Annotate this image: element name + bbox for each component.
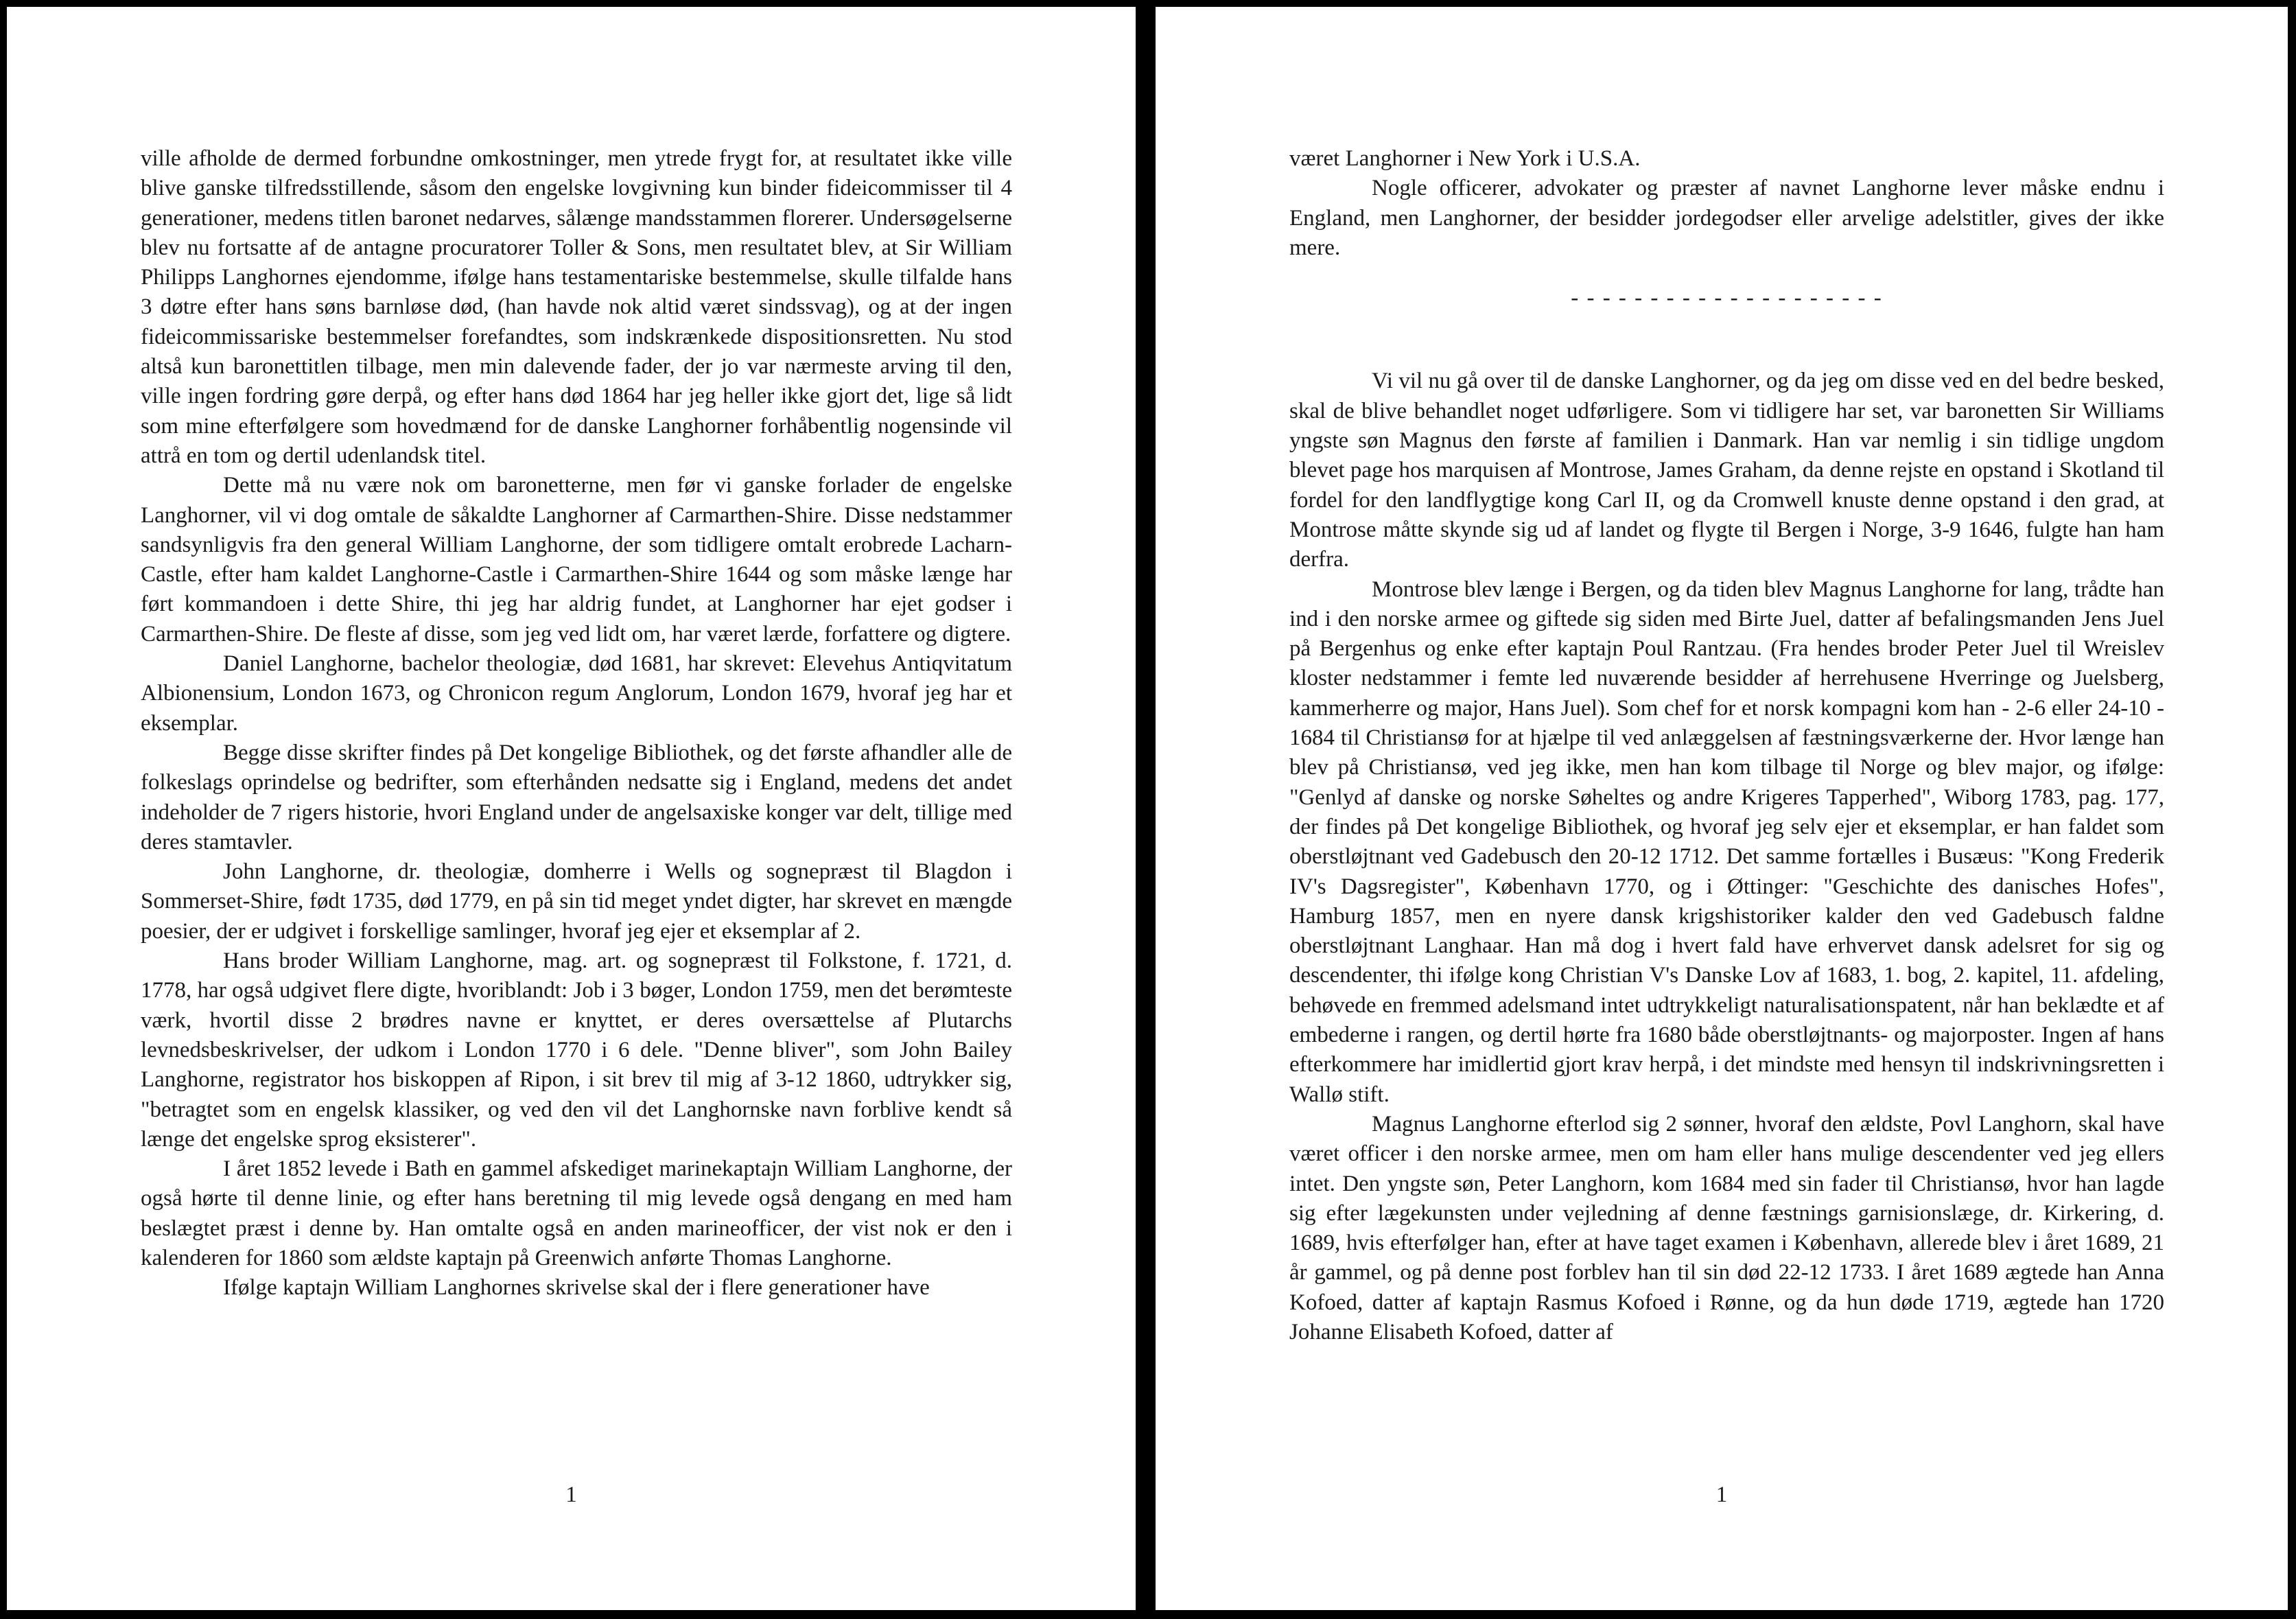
- right-page-body: [1289, 144, 2164, 1347]
- right-page: [1156, 7, 2288, 1610]
- paragraph: Nogle officerer, advokater og præster af navnet Langhorne lever måske endnu i England, men Langhorner, der besidder jordegodser eller arvelige adelstitler, gives der ikke mere.: [1289, 176, 2164, 260]
- section-separator: - - - - - - - - - - - - - - - - - - - -: [1571, 286, 1883, 311]
- paragraph: Vi vil nu gå over til de danske Langhorner, og da jeg om disse ved en del bedre besked, skal de blive behandlet noget udførligere. Som vi tidligere har set, var baronetten Sir Williams yngste søn Magnus den første af familien i Danmark. Han var nemlig i sin tidlige ungdom blevet page hos marquisen af Montrose, James Graham, da denne rejste en opstand i Skotland til fordel for den landflygtige kong Carl II, og da Cromwell knuste denne opstand i den grad, at Montrose måtte skynde sig ud af landet og flygte til Bergen i Norge, 3-9 1646, fulgte han ham derfra.: [1289, 369, 2164, 572]
- paragraph: Begge disse skrifter findes på Det kongelige Bibliothek, og det første afhandler alle de folkeslags oprindelse og bedrifter, som efterhånden nedsatte sig i England, medens det andet indeholder de 7 rigers historie, hvori England under de angelsaxiske konger var delt, tillige med deres stamtavler.: [141, 740, 1012, 854]
- paragraph: Magnus Langhorne efterlod sig 2 sønner, hvoraf den ældste, Povl Langhorn, skal have været officer i den norske armee, men om ham eller hans mulige descendenter ved jeg ellers intet. Den yngste søn, Peter Langhorn, kom 1684 med sin fader til Christiansø, hvor han lagde sig efter lægekunsten under vejledning af denne fæstnings garnisionslæge, dr. Kirkering, d. 1689, hvis efterfølger han, efter at have taget examen i København, allerede blev i året 1689, 21 år gammel, og på denne post forblev han til sin død 22-12 1733. I året 1689 ægtede han Anna Kofoed, datter af kaptajn Rasmus Kofoed i Rønne, og da hun døde 1719, ægtede han 1720 Johanne Elisabeth Kofoed, datter af: [1289, 1111, 2164, 1344]
- paragraph: ville afholde de dermed forbundne omkostninger, men ytrede frygt for, at resultatet ikke ville blive ganske tilfredsstillende, såsom den engelske lovgivning kun binder fideicommisser til 4 generationer, medens titlen baronet nedarves, sålænge mandsstammen florerer. Undersøgelserne blev nu fortsatte af de antagne procuratorer Toller & Sons, men resultatet blev, at Sir William Philipps Langhornes ejendomme, ifølge hans testamentariske bestemmelse, skulle tilfalde hans 3 døtre efter hans søns barnløse død, (han havde nok altid været sindssvag), og at der ingen fideicommissariske bestemmelser forefandtes, som indskrænkede dispositionsretten. Nu stod altså kun baronettitlen tilbage, men min dalevende fader, der jo var nærmeste arving til den, ville ingen fordring gøre derpå, og efter hans død 1864 har jeg heller ikke gjort det, lige så lidt som mine efterfølgere som hovedmænd for de danske Langhorner forhåbentlig nogensinde vil attrå en tom og dertil udenlandsk titel.: [141, 146, 1012, 468]
- paragraph: I året 1852 levede i Bath en gammel afskediget marinekaptajn William Langhorne, der også hørte til denne linie, og efter hans beretning til mig levede også dengang en med ham beslægtet præst i denne by. Han omtalte også en anden marineofficer, der vist nok er den i kalenderen for 1860 som ældste kaptajn på Greenwich anførte Thomas Langhorne.: [141, 1156, 1012, 1270]
- paragraph: Dette må nu være nok om baronetterne, men før vi ganske forlader de engelske Langhorner, vil vi dog omtale de såkaldte Langhorner af Carmarthen-Shire. Disse nedstammer sandsynligvis fra den general William Langhorne, der som tidligere omtalt erobrede Lacharn-Castle, efter ham kaldet Langhorne-Castle i Carmarthen-Shire 1644 og som måske længe har ført kommandoen i dette Shire, thi jeg har aldrig fundet, at Langhorner har ejet godser i Carmarthen-Shire. De fleste af disse, som jeg ved lidt om, har været lærde, forfattere og digtere.: [141, 473, 1012, 647]
- left-page-body: [141, 144, 1012, 1303]
- paragraph: Daniel Langhorne, bachelor theologiæ, død 1681, har skrevet: Elevehus Antiqvitatum Albionensium, London 1673, og Chronicon regum Anglorum, London 1679, hvoraf jeg har et eksemplar.: [141, 651, 1012, 736]
- paragraph: Ifølge kaptajn William Langhornes skrivelse skal der i flere generationer have: [223, 1275, 930, 1301]
- page-number: 1: [565, 1482, 577, 1507]
- left-page: [7, 7, 1136, 1610]
- paragraph: Montrose blev længe i Bergen, og da tiden blev Magnus Langhorne for lang, trådte han ind i den norske armee og giftede sig siden med Birte Juel, datter af befalingsmanden Jens Juel på Bergenhus og enke efter kaptajn Poul Rantzau. (Fra hendes broder Peter Juel til Wreislev kloster nedstammer i femte led nuværende besidder af herrehusene Hverringe og Juelsberg, kammerherre og major, Hans Juel). Som chef for et norsk kompagni kom han - 2-6 eller 24-10 - 1684 til Christiansø for at hjælpe til ved anlæggelsen af fæstningsværkerne der. Hvor længe han blev på Christiansø, ved jeg ikke, men han kom tilbage til Norge og blev major, og ifølge: "Genlyd af danske og norske Søheltes og andre Krigeres Tapperhed", Wiborg 1783, pag. 177, der findes på Det kongelige Bibliothek, og hvoraf jeg selv ejer et eksemplar, er han faldet som oberstløjtnant ved Gadebusch den 20-12 1712. Det samme fortælles i Busæus: "Kong Frederik IV's Dagsregister", København 1770, og i Øttinger: "Geschichte des danisches Hofes", Hamburg 1857, men en nyere dansk krigshistoriker kalder den ved Gadebusch faldne oberstløjtnant Langhaar. Han må dog i hvert fald have erhvervet dansk adelsret for sig og descendenter, thi ifølge kong Christian V's Danske Lov af 1683, 1. bog, 2. kapitel, 11. afdeling, behøvede en fremmed adelsmand intet udtrykkeligt naturalisationspatent, når han beklædte et af embederne i rangen, og dertil hørte fra 1680 både oberstløjtnants- og majorposter. Ingen af hans efterkommere har imidlertid gjort krav herpå, i det mindste med hensyn til indskrivningsretten i Wallø stift.: [1289, 576, 2164, 1107]
- paragraph: Hans broder William Langhorne, mag. art. og sognepræst til Folkstone, f. 1721, d. 1778, har også udgivet flere digte, hvoriblandt: Job i 3 bøger, London 1759, men det berømteste værk, hvortil disse 2 brødres navne er knyttet, er deres oversættelse af Plutarchs levnedsbeskrivelser, der udkom i London 1770 i 6 dele. "Denne bliver", som John Bailey Langhorne, registrator hos biskoppen af Ripon, i sit brev til mig af 3-12 1860, udtrykker sig, "betragtet som en engelsk klassiker, og ved den vil det Langhornske navn forblive kendt så længe det engelske sprog eksisterer".: [141, 948, 1012, 1152]
- page-number: 1: [1715, 1482, 1728, 1507]
- paragraph: John Langhorne, dr. theologiæ, domherre i Wells og sognepræst til Blagdon i Sommerset-Shire, født 1735, død 1779, en på sin tid meget yndet digter, har skrevet en mængde poesier, der er udgivet i forskellige samlinger, hvoraf jeg ejer et eksemplar af 2.: [141, 859, 1012, 944]
- paragraph: været Langhorner i New York i U.S.A.: [1289, 146, 1641, 171]
